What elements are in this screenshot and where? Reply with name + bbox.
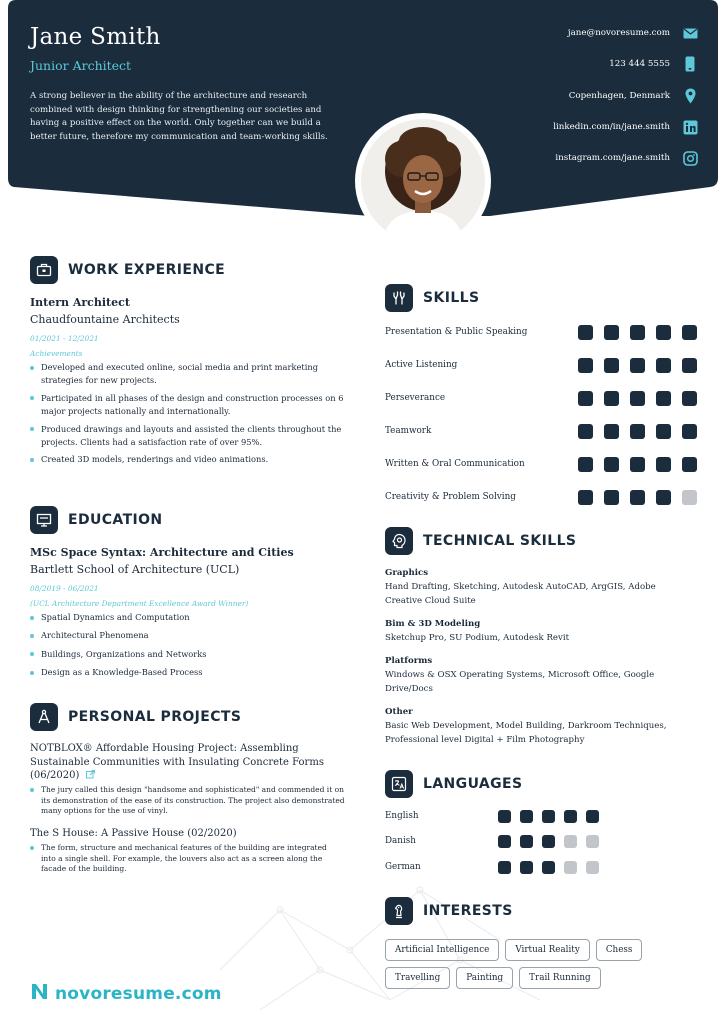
rating-dot [682,424,697,439]
degree-title: MSc Space Syntax: Architecture and Cities [30,546,294,559]
contact-instagram[interactable] [555,150,698,166]
skill-row [385,390,697,406]
skill-rating [578,325,697,340]
skill-row [385,324,697,340]
education-dates: 08/2019 - 06/2021 [30,584,99,593]
rating-dot [682,457,697,472]
phone-icon [682,56,698,72]
linkedin-icon [682,119,698,135]
skill-row [385,357,697,373]
section-languages [385,770,522,798]
rating-dot [682,325,697,340]
rating-dot [498,861,511,874]
language-row [385,834,605,848]
rating-dot [604,457,619,472]
tech-group-text: Basic Web Development, Model Building, Darkroom Techniques, Professional level Digital + Film Photography [385,721,667,745]
company-name: Chaudfountaine Architects [30,313,180,326]
rating-dot [630,457,645,472]
section-title: INTERESTS [423,903,513,919]
project-description: The form, structure and mechanical features of the building are integrated into a single shell. For example, the louvers also act as a screen along the facade of the building. [30,843,330,875]
graduation-cap-icon [30,506,58,534]
list-item: Produced drawings and layouts and assisted the clients throughout the projects. Clients had a satisfaction rate of over 95%. [30,423,348,450]
summary-text: A strong believer in the ability of the architecture and research combined with design thinking for strengthening our societies and having a positive effect on the world. Only together can we build a better future, therefore my communication and team-working skills. [30,91,328,142]
rating-dot [682,391,697,406]
list-item: Spatial Dynamics and Computation [30,611,348,624]
rating-dot [578,424,593,439]
compass-icon [30,703,58,731]
section-title: LANGUAGES [423,776,523,792]
section-education [30,506,163,534]
education-bullets [30,611,348,680]
rating-dot [564,810,577,823]
project-title[interactable] [30,742,330,784]
language-rating [498,810,599,823]
rating-dot [630,325,645,340]
education-award: (UCL Architecture Department Excellence Award Winner) [30,599,249,608]
skill-name: Perseverance [385,393,446,403]
rating-dot [604,358,619,373]
contact-email[interactable] [568,25,698,41]
novoresume-brand[interactable] [30,982,222,1005]
contact-linkedin[interactable] [553,119,698,135]
briefcase-icon [30,256,58,284]
rating-dot [682,490,697,505]
profile-photo [355,113,491,249]
rating-dot [630,424,645,439]
language-name: English [385,811,419,821]
work-bullets [30,361,348,467]
rating-dot [656,358,671,373]
rating-dot [586,861,599,874]
rating-dot [542,835,555,848]
rating-dot [520,861,533,874]
contact-location-text: Copenhagen, Denmark [568,91,670,101]
section-title: TECHNICAL SKILLS [423,533,577,549]
rating-dot [630,490,645,505]
envelope-icon [682,25,698,41]
skill-row [385,456,697,472]
tech-group-heading: Graphics [385,568,429,578]
section-skills [385,284,479,312]
contact-phone-text: 123 444 5555 [609,59,670,69]
list-item: Developed and executed online, social media and print marketing strategies for new projects. [30,361,348,388]
contact-location[interactable] [569,88,698,104]
section-technical-skills [385,527,576,555]
list-item: Buildings, Organizations and Networks [30,648,348,661]
language-name: German [385,862,421,872]
list-item: Participated in all phases of the design and construction processes on 6 major projects nationally and internationally. [30,392,348,419]
rating-dot [656,490,671,505]
rating-dot [630,358,645,373]
rating-dot [498,835,511,848]
tech-group-heading: Platforms [385,656,433,666]
rating-dot [498,810,511,823]
translate-icon [385,770,413,798]
rating-dot [578,490,593,505]
project-title: The S House: A Passive House (02/2020) [30,828,237,839]
rating-dot [578,457,593,472]
rating-dot [578,358,593,373]
project-description: The jury called this design "handsome and sophisticated" and commended it on its demonstration of the ease of its construction. The project also demonstrated many options for the use of vinyl. [30,785,348,817]
candidate-role: Junior Architect [30,58,132,73]
rating-dot [586,835,599,848]
section-personal-projects [30,703,241,731]
rating-dot [604,391,619,406]
rating-dot [520,835,533,848]
rating-dot [542,810,555,823]
interests-tags [385,939,705,989]
interest-tag: Virtual Reality [505,939,589,961]
tech-group-text: Windows & OSX Operating Systems, Microsoft Office, Google Drive/Docs [385,670,655,694]
rating-dot [542,861,555,874]
tech-group-text: Hand Drafting, Sketching, Autodesk AutoCAD, ArgGIS, Adobe Creative Cloud Suite [385,582,656,606]
interest-tag: Trail Running [519,967,600,989]
tech-group-heading: Other [385,707,413,717]
skill-name: Presentation & Public Speaking [385,327,528,337]
job-title: Intern Architect [30,296,130,309]
rating-dot [604,490,619,505]
list-item: Design as a Knowledge-Based Process [30,666,348,679]
section-title: SKILLS [423,290,480,306]
contact-instagram-text: instagram.com/jane.smith [555,153,670,163]
rating-dot [656,424,671,439]
contact-phone[interactable] [609,56,698,72]
rating-dot [656,325,671,340]
external-link-icon[interactable] [86,770,95,784]
contact-email-text: jane@novoresume.com [567,28,670,38]
job-dates: 01/2021 - 12/2021 [30,334,99,343]
skill-rating [578,490,697,505]
chess-icon [385,897,413,925]
project-title-text: NOTBLOX® Affordable Housing Project: Assembling Sustainable Communities with Insulating Concrete Forms (06/2020) [30,743,324,781]
section-interests [385,897,513,925]
interest-tag: Chess [596,939,643,961]
novoresume-logo [30,982,49,1005]
skill-rating [578,424,697,439]
hands-icon [385,284,413,312]
skill-rating [578,457,697,472]
tech-group-heading: Bim & 3D Modeling [385,619,481,629]
interest-tag: Painting [456,967,513,989]
rating-dot [564,835,577,848]
rating-dot [578,325,593,340]
rating-dot [682,358,697,373]
language-row [385,860,605,874]
rating-dot [604,325,619,340]
skill-row [385,423,697,439]
rating-dot [656,457,671,472]
rating-dot [578,391,593,406]
list-item: Architectural Phenomena [30,629,348,642]
skill-name: Written & Oral Communication [385,459,525,469]
interest-tag: Travelling [385,967,450,989]
achievements-label: Achievements [30,349,83,358]
language-rating [498,861,599,874]
contact-linkedin-text: linkedin.com/in/jane.smith [553,122,670,132]
rating-dot [604,424,619,439]
skill-name: Creativity & Problem Solving [385,492,516,502]
gear-brain-icon [385,527,413,555]
brand-text: novoresume.com [55,983,222,1004]
skill-rating [578,391,697,406]
section-work-experience [30,256,225,284]
rating-dot [520,810,533,823]
school-name: Bartlett School of Architecture (UCL) [30,563,240,576]
interest-tag: Artificial Intelligence [385,939,499,961]
skill-name: Teamwork [385,426,432,436]
rating-dot [630,391,645,406]
rating-dot [656,391,671,406]
background-pattern [200,850,560,1020]
language-rating [498,835,599,848]
tech-group-text: Sketchup Pro, SU Podium, Autodesk Revit [385,633,570,643]
section-title: WORK EXPERIENCE [68,262,226,278]
language-row [385,809,605,823]
candidate-name: Jane Smith [30,24,161,50]
section-title: PERSONAL PROJECTS [68,709,242,725]
language-name: Danish [385,836,416,846]
rating-dot [564,861,577,874]
skill-rating [578,358,697,373]
instagram-icon [682,150,698,166]
list-item: Created 3D models, renderings and video animations. [30,453,348,466]
section-title: EDUCATION [68,512,163,528]
skill-row [385,489,697,505]
location-pin-icon [682,88,698,104]
rating-dot [586,810,599,823]
skill-name: Active Listening [385,360,458,370]
